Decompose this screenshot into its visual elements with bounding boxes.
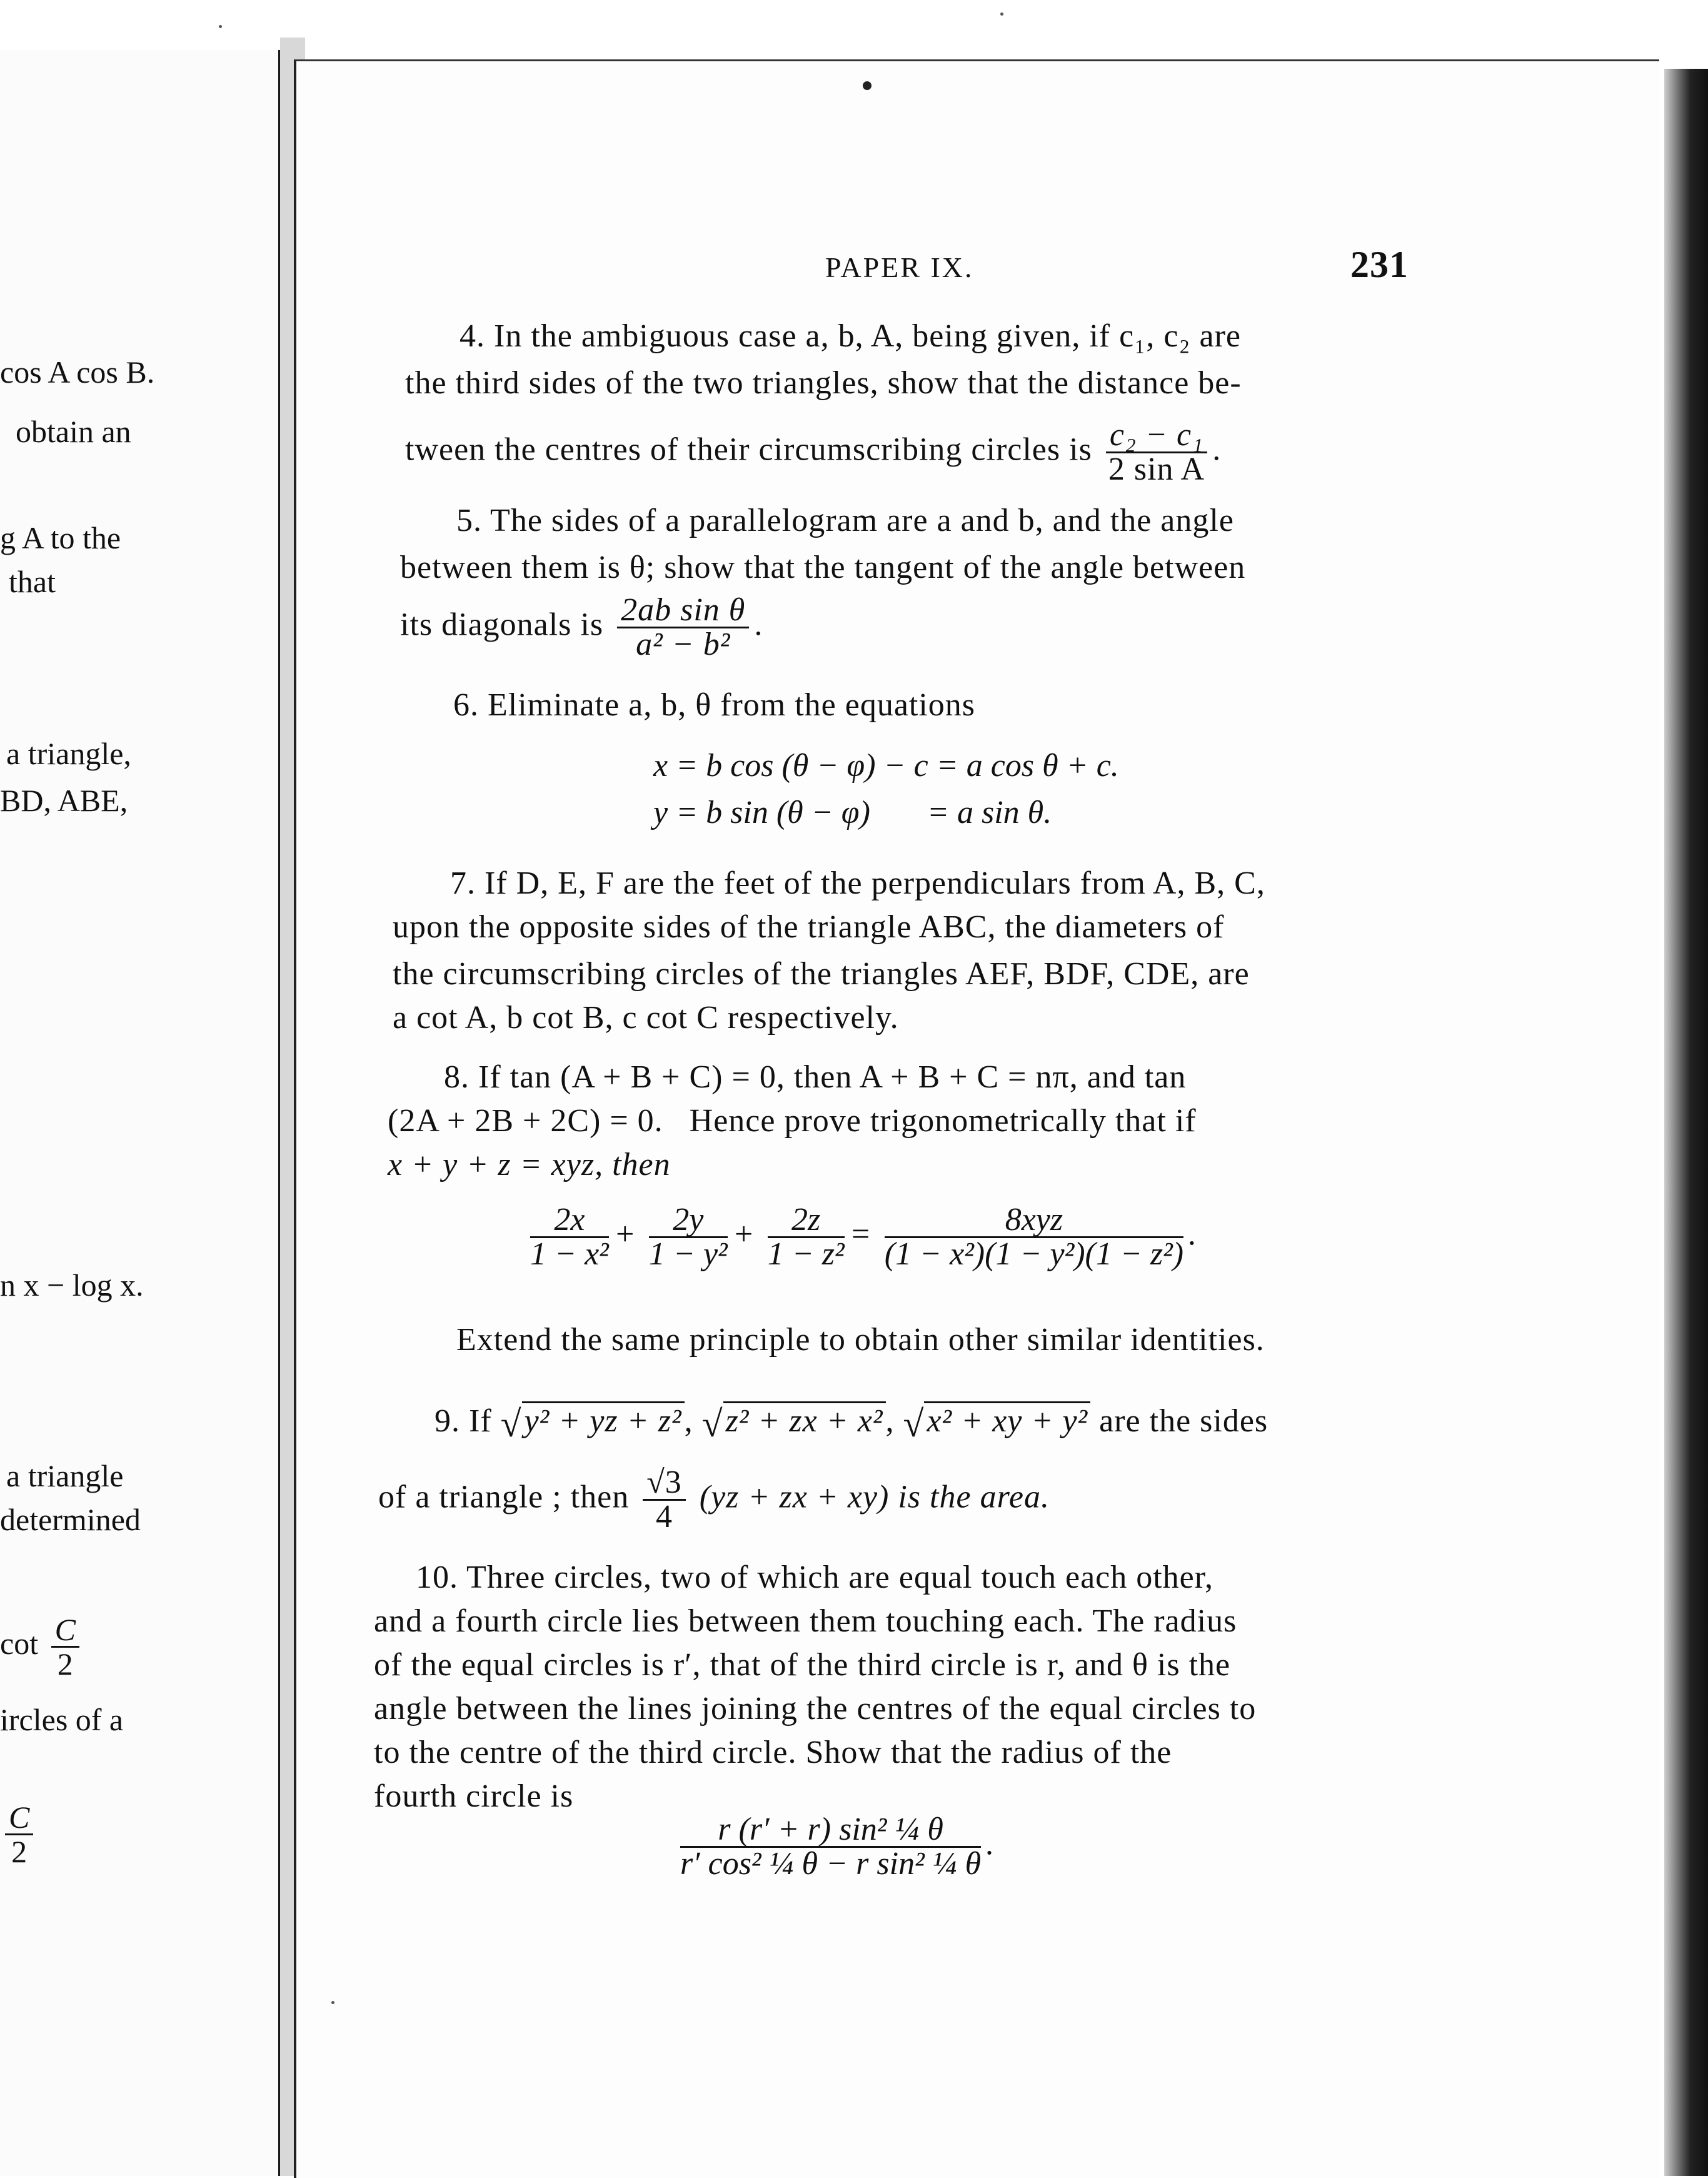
frac-num: C [51, 1613, 79, 1648]
left-fragment: a triangle [6, 1458, 124, 1493]
problem-7-line: upon the opposite sides of the triangle ABC, the diameters of [393, 909, 1225, 945]
frac-den: 2 [11, 1834, 28, 1869]
problem-9-line: 9. If √y² + yz + z², √z² + zx + x², √x² + xy + y² are the sides [435, 1401, 1268, 1444]
left-fragment: that [9, 564, 56, 599]
frac-den: 1 − x² [530, 1236, 609, 1272]
frac-den: 1 − y² [648, 1236, 728, 1272]
problem-9-tail: are the sides [1099, 1403, 1268, 1439]
frac-num: C [5, 1801, 33, 1835]
problem-8-line: 8. If tan (A + B + C) = 0, then A + B + C = nπ, and tan [444, 1059, 1187, 1095]
term-3 [768, 1204, 845, 1271]
problem-4-text: tween the centres of their circumscribing circles is [405, 431, 1092, 468]
radius-fraction [680, 1813, 981, 1880]
problem-5-line: between them is θ; show that the tangent of the angle between [400, 550, 1246, 585]
left-fragment: g A to the [0, 520, 121, 555]
problem-10-line: of the equal circles is r′, that of the third circle is r, and θ is the [374, 1647, 1231, 1683]
page-number: 231 [1350, 244, 1409, 285]
problem-6-line: 6. Eliminate a, b, θ from the equations [453, 687, 976, 723]
frac-den: r′ cos² ¼ θ − r sin² ¼ θ [680, 1846, 982, 1882]
left-fragment: BD, ABE, [0, 783, 128, 818]
left-fragment: ircles of a [0, 1702, 124, 1737]
rhs-term [885, 1204, 1183, 1271]
frac-num: 2y [649, 1204, 728, 1238]
left-cot: cot [0, 1625, 39, 1661]
radicand: y² + yz + z² [522, 1401, 685, 1439]
page-edge-shadow [1664, 69, 1708, 2176]
problem-9-text: (yz + zx + xy) is the area. [699, 1479, 1050, 1515]
radicand: z² + zx + x² [723, 1401, 886, 1439]
problem-5-line: 5. The sides of a parallelogram are a and b, and the angle [456, 503, 1234, 538]
problem-7-line: the circumscribing circles of the triangles AEF, BDF, CDE, are [393, 956, 1250, 992]
problem-7-line: a cot A, b cot B, c cot C respectively. [393, 1000, 899, 1036]
radius-formula: $\frac{\text{r (r′ + r) sin² ¼ θ}}{\text{r′ cos² ¼ θ − r sin² ¼ θ}}$ . [680, 1812, 995, 1882]
left-fragment [0, 1613, 84, 1680]
frac-den: 1 − z² [767, 1236, 845, 1272]
problem-10-line: angle between the lines joining the centres of the equal circles to [374, 1691, 1257, 1727]
problem-10-line: 10. Three circles, two of which are equal touch each other, [416, 1560, 1213, 1595]
left-fraction [5, 1801, 33, 1868]
problem-5-line: its diagonals is $\frac{\text{2ab sin θ}}{\text{a² − b²}}$ . [400, 592, 763, 662]
frac-den: 2 [57, 1646, 73, 1681]
problem-8-line: (2A + 2B + 2C) = 0. Hence prove trigonometrically that if [388, 1103, 1197, 1139]
problem-4-fraction [1106, 419, 1207, 486]
term-2 [649, 1204, 728, 1271]
problem-9-line [378, 1466, 1050, 1533]
problem-5-text: its diagonals is [400, 607, 604, 643]
left-fragment: obtain an [16, 414, 131, 449]
left-fraction [51, 1613, 79, 1680]
speck [219, 25, 222, 28]
radical-sign-icon: √ [903, 1403, 925, 1445]
problem-7-line: 7. If D, E, F are the feet of the perpendiculars from A, B, C, [450, 865, 1265, 901]
speck [331, 2001, 334, 2004]
left-fragment: cos A cos B. [0, 355, 155, 390]
problem-4-line: 4. In the ambiguous case a, b, A, being given, if c₁, c₂ are [460, 318, 1242, 354]
left-fragment [0, 1801, 38, 1868]
speck [1000, 13, 1003, 16]
frac-den: a² − b² [636, 627, 731, 662]
radical-sign-icon: √ [500, 1403, 522, 1445]
left-fragment: n x − log x. [0, 1268, 144, 1303]
radicand: x² + xy + y² [924, 1401, 1090, 1439]
left-fragment: a triangle, [6, 736, 131, 771]
frac-num: c₂ − c₁ [1106, 419, 1207, 453]
frac-num: 2x [530, 1204, 609, 1238]
frac-num: 2z [768, 1204, 845, 1238]
frac-num: 2ab sin θ [617, 594, 749, 628]
frac-num: 8xyz [885, 1204, 1183, 1238]
problem-9-fraction [643, 1466, 686, 1533]
problem-10-line: fourth circle is [374, 1778, 574, 1814]
ink-dot [863, 81, 872, 90]
equation-y: y = b sin (θ − φ) = a sin θ. [653, 795, 1052, 830]
frac-den: 4 [655, 1499, 673, 1535]
problem-4-line: tween the centres of their circumscribing circles is $\frac{\text{c₂ − c₁}}{\text{2 sin A}}$ . [405, 417, 1222, 487]
problem-9-text: of a triangle ; then [378, 1479, 630, 1515]
frac-num: √3 [643, 1466, 686, 1501]
term-1 [530, 1204, 609, 1271]
problem-9-lead: 9. If [435, 1403, 492, 1439]
problem-8-line: Extend the same principle to obtain other similar identities. [456, 1322, 1265, 1358]
radical-sign-icon: √ [701, 1403, 723, 1445]
frac-num: r (r′ + r) sin² ¼ θ [680, 1813, 981, 1848]
left-fragment: determined [0, 1502, 141, 1537]
frac-den: 2 sin A [1108, 451, 1205, 487]
running-title: PAPER IX. [825, 251, 974, 283]
problem-4-line: the third sides of the two triangles, show that the distance be- [405, 365, 1242, 401]
equation-x: x = b cos (θ − φ) − c = a cos θ + c. [653, 748, 1119, 784]
problem-5-fraction [617, 594, 749, 661]
identity-equation: $\frac{2x}{\text{1 − x²}}$ + $\frac{2y}{\text{1 − y²}}$ + $\frac{2z}{\text{1 − z²}}$ = $\frac{\text{8xyz}}{\text{(1 − x²)(1 − y²)(1 − z²)}}$ . [530, 1202, 1197, 1272]
problem-10-line: and a fourth circle lies between them touching each. The radius [374, 1603, 1237, 1639]
problem-8-line: x + y + z = xyz, then [388, 1147, 671, 1182]
problem-10-line: to the centre of the third circle. Show that the radius of the [374, 1735, 1172, 1770]
frac-den: (1 − x²)(1 − y²)(1 − z²) [884, 1236, 1184, 1272]
